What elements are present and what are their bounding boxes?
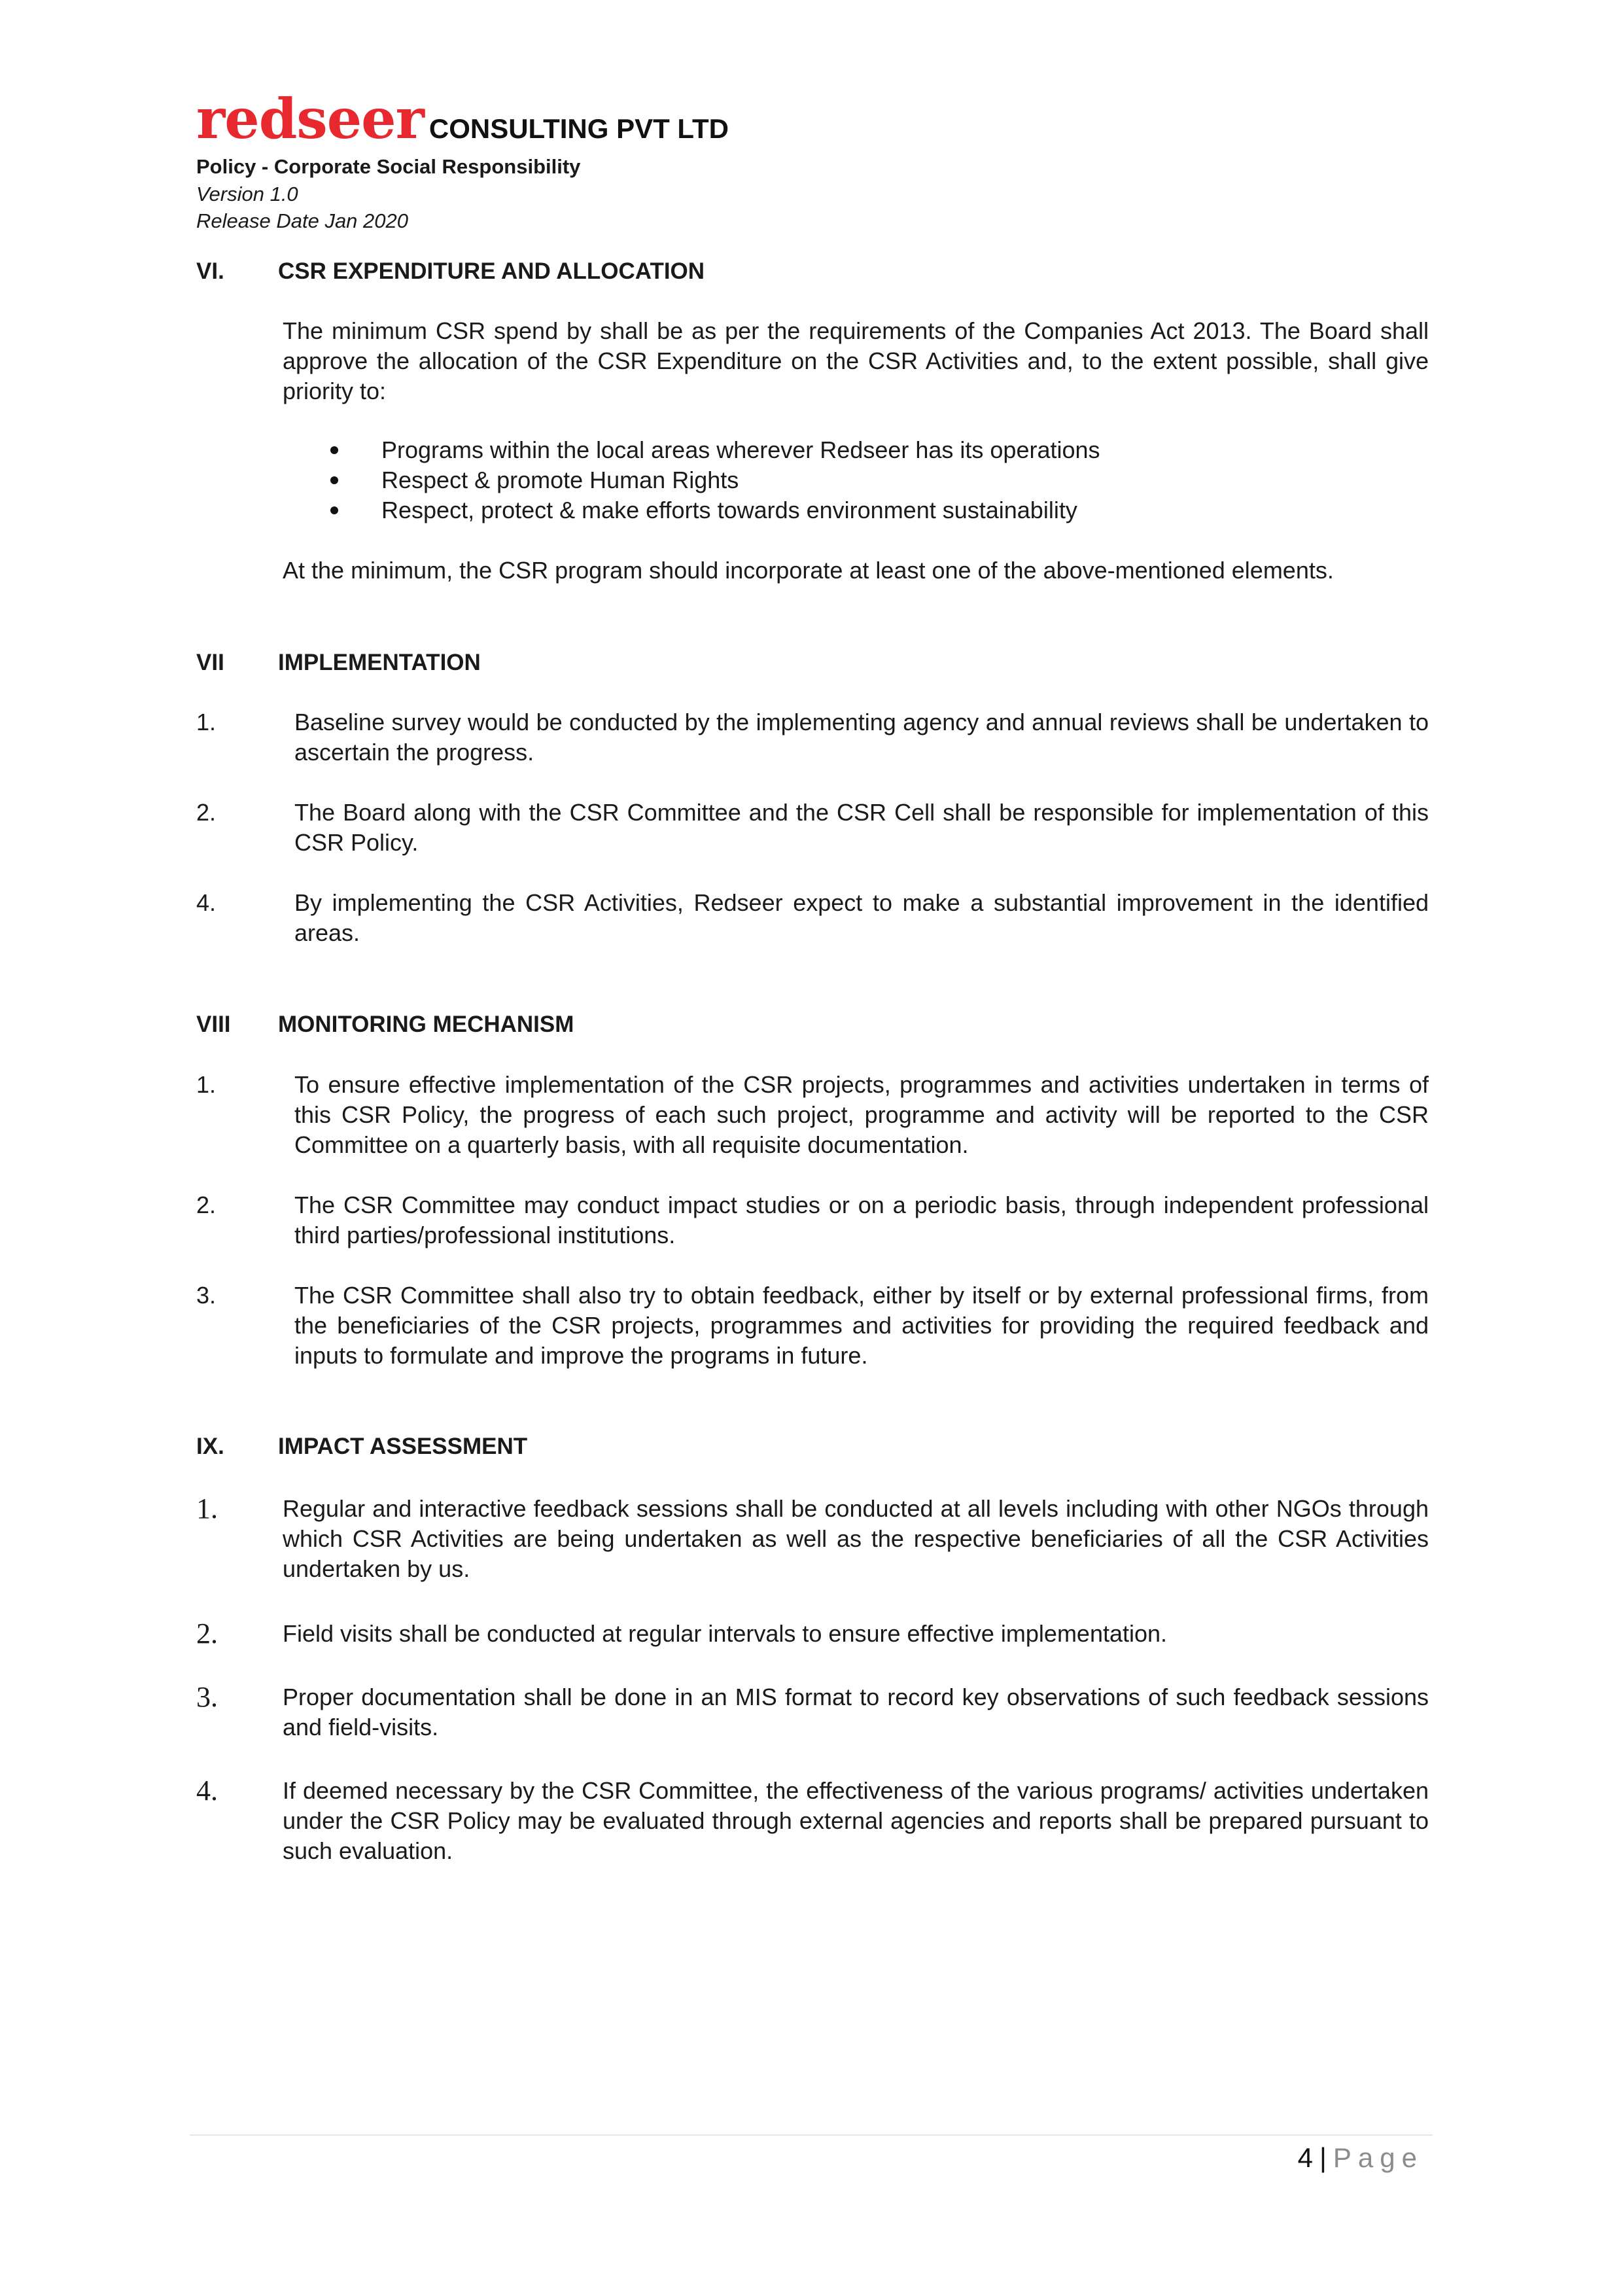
item-number: 4. xyxy=(196,1775,218,1807)
page-separator: | xyxy=(1319,2142,1327,2173)
item-number: 3. xyxy=(196,1282,217,1309)
page-number xyxy=(1298,2140,1423,2176)
section-vi-closing: At the minimum, the CSR program should incorporate at least one of the above-mentioned elements. xyxy=(283,557,1334,584)
item-text: Baseline survey would be conducted by the implementing agency and annual reviews shall be undertaken to ascertain the progress. xyxy=(294,709,1429,766)
item-number: 2. xyxy=(196,1192,217,1218)
footer-divider xyxy=(190,2134,1433,2136)
item-number: 2. xyxy=(196,799,217,826)
list-item xyxy=(196,798,1429,858)
item-text: The CSR Committee shall also try to obtain feedback, either by itself or by external professional firms, from the beneficiaries of the CSR projects, programmes and activities for providing the required feedback and inputs to formulate and improve the programs in future. xyxy=(294,1282,1429,1369)
section-number: VII xyxy=(196,650,224,675)
list-item xyxy=(196,1280,1429,1371)
item-text: Field visits shall be conducted at regular intervals to ensure effective implementation. xyxy=(283,1620,1168,1647)
list-item xyxy=(196,1776,1429,1866)
bullet-icon xyxy=(330,476,338,484)
priority-bullet-list xyxy=(330,435,1100,525)
redseer-logo: redseer xyxy=(196,86,424,151)
company-name: CONSULTING PVT LTD xyxy=(428,113,729,144)
list-item xyxy=(196,1190,1429,1250)
list-item xyxy=(196,888,1429,948)
version-text: Version 1.0 xyxy=(196,183,298,205)
list-item xyxy=(196,1619,1429,1649)
list-item xyxy=(196,1070,1429,1160)
list-item xyxy=(196,1494,1429,1584)
item-text: The CSR Committee may conduct impact studies or on a periodic basis, through independent professional third parties/professional institutions. xyxy=(294,1192,1429,1248)
section-title: IMPACT ASSESSMENT xyxy=(278,1434,528,1459)
item-number: 1. xyxy=(196,1071,217,1098)
item-number: 1. xyxy=(196,1492,218,1525)
section-heading-viii xyxy=(196,1010,574,1040)
item-text: Proper documentation shall be done in an MIS format to record key observations of such feedback sessions and field-visits. xyxy=(283,1684,1429,1740)
bullet-icon xyxy=(330,446,338,454)
item-text: If deemed necessary by the CSR Committee, the effectiveness of the various programs/ activities undertaken under the CSR Policy may be evaluated through external agencies and reports shall be prepared pursuant to such evaluation. xyxy=(283,1777,1429,1864)
brand-row xyxy=(196,86,729,151)
release-date-text: Release Date Jan 2020 xyxy=(196,209,409,232)
section-title: MONITORING MECHANISM xyxy=(278,1012,574,1037)
item-text: To ensure effective implementation of the CSR projects, programmes and activities undertaken in terms of this CSR Policy, the progress of each such project, programme and activity will be reported to the CSR Committee on a quarterly basis, with all requisite documentation. xyxy=(294,1071,1429,1158)
list-item xyxy=(196,1682,1429,1742)
page-number-value: 4 xyxy=(1297,2142,1313,2173)
list-item xyxy=(196,707,1429,768)
item-text: The Board along with the CSR Committee and the CSR Cell shall be responsible for implementation of this CSR Policy. xyxy=(294,799,1429,856)
section-number: VI. xyxy=(196,258,224,284)
page-label: Page xyxy=(1333,2142,1423,2173)
section-heading-vii xyxy=(196,648,481,678)
list-item: Respect, protect & make efforts towards environment sustainability xyxy=(330,495,1100,525)
item-number: 4. xyxy=(196,889,217,916)
policy-title: Policy - Corporate Social Responsibility xyxy=(196,155,581,178)
bullet-icon xyxy=(330,506,338,514)
item-text: By implementing the CSR Activities, Redseer expect to make a substantial improvement in the identified areas. xyxy=(294,889,1429,946)
section-title: CSR EXPENDITURE AND ALLOCATION xyxy=(278,258,705,284)
list-item: Respect & promote Human Rights xyxy=(330,465,1100,495)
item-text: Regular and interactive feedback sessions shall be conducted at all levels including with other NGOs through which CSR Activities are being undertaken as well as the respective beneficiaries of all the CSR Activities undertaken by us. xyxy=(283,1495,1429,1582)
section-heading-vi xyxy=(196,256,705,287)
document-header xyxy=(196,86,729,234)
section-vi-intro: The minimum CSR spend by shall be as per the requirements of the Companies Act 2013. The Board shall approve the allocation of the CSR Expenditure on the CSR Activities and, to the extent possible, shall give priority to: xyxy=(283,317,1429,404)
list-item: Programs within the local areas wherever Redseer has its operations xyxy=(330,435,1100,465)
section-title: IMPLEMENTATION xyxy=(278,650,481,675)
item-number: 1. xyxy=(196,709,217,735)
section-number: IX. xyxy=(196,1434,224,1459)
item-number: 2. xyxy=(196,1617,218,1650)
section-number: VIII xyxy=(196,1012,231,1037)
section-heading-ix xyxy=(196,1432,527,1462)
item-number: 3. xyxy=(196,1681,218,1713)
